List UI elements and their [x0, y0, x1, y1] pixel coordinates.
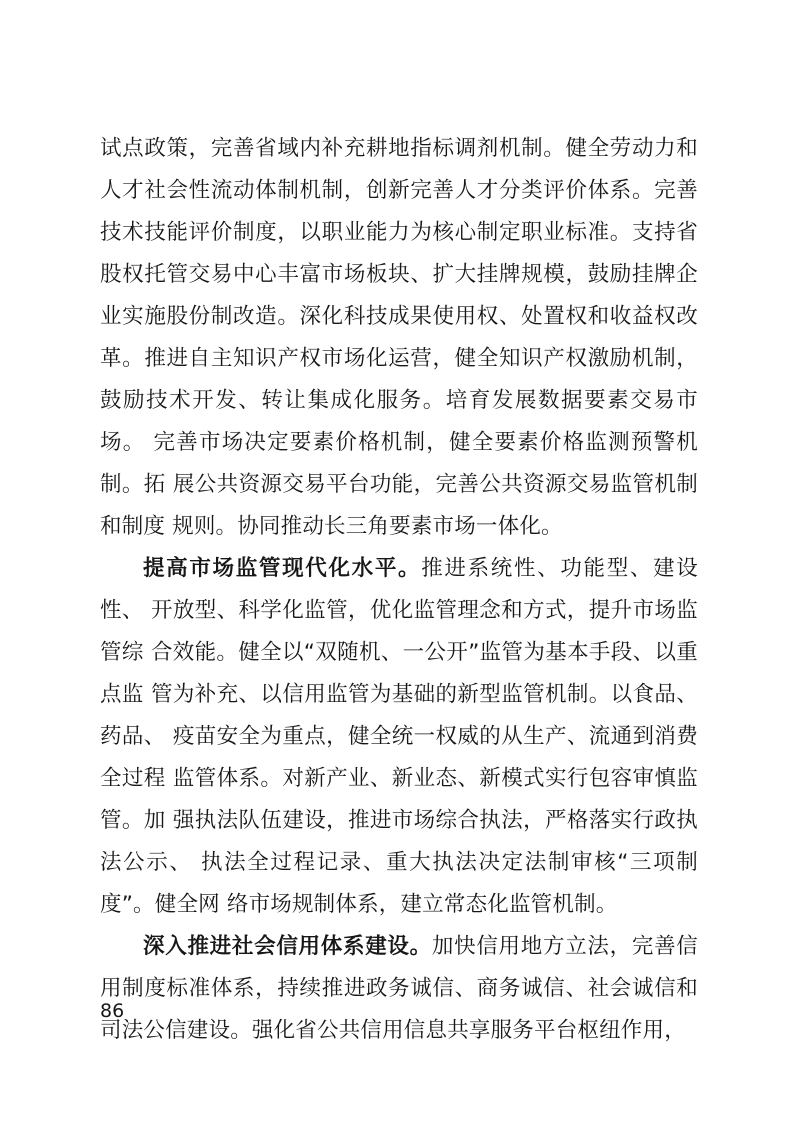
- paragraph-3-text: 加快信用地方立法，完善信用制度标准体系，持续推进政务诚信、商务诚信、社会诚信和 司法公信建设。强化省公共信用信息共享服务平台枢纽作用，: [100, 934, 698, 1043]
- paragraph-2: [100, 548, 698, 926]
- paragraph-1: [100, 128, 698, 548]
- paragraph-2-lead: 提高市场监管现代化水平。: [143, 556, 422, 581]
- paragraph-1-text: 试点政策，完善省域内补充耕地指标调剂机制。健全劳动力和人才社会性流动体制机制，创新完善人才分类评价体系。完善技术技能评价制度，以职业能力为核心制定职业标准。支持省股权托管交易中心丰富市场板块、扩大挂牌规模，鼓励挂牌企业实施股份制改造。深化科技成果使用权、处置权和收益权改革。推进自主知识产权市场化运营，健全知识产权激励机制，鼓励技术开发、转让集成化服务。培育发展数据要素交易市场。 完善市场决定要素价格机制，健全要素价格监测预警机制。拓 展公共资源交易平台功能，完善公共资源交易监管机制和制度 规则。协同推动长三角要素市场一体化。: [100, 136, 698, 539]
- paragraph-2-text: 推进系统性、功能型、建设性、 开放型、科学化监管，优化监管理念和方式，提升市场监管综 合效能。健全以“双随机、一公开”监管为基本手段、以重点监 管为补充、以信用监管为基础的新型监管机制。以食品、药品、 疫苗安全为重点，健全统一权威的从生产、流通到消费全过程 监管体系。对新产业、新业态、新模式实行包容审慎监管。加 强执法队伍建设，推进市场综合执法，严格落实行政执法公示、 执法全过程记录、重大执法决定法制审核“三项制度”。健全网 络市场规制体系，建立常态化监管机制。: [100, 556, 699, 917]
- paragraph-3: [100, 926, 698, 1052]
- paragraph-3-lead: 深入推进社会信用体系建设。: [143, 934, 432, 959]
- page-body: [100, 128, 698, 1052]
- page-number: 86: [100, 1000, 125, 1022]
